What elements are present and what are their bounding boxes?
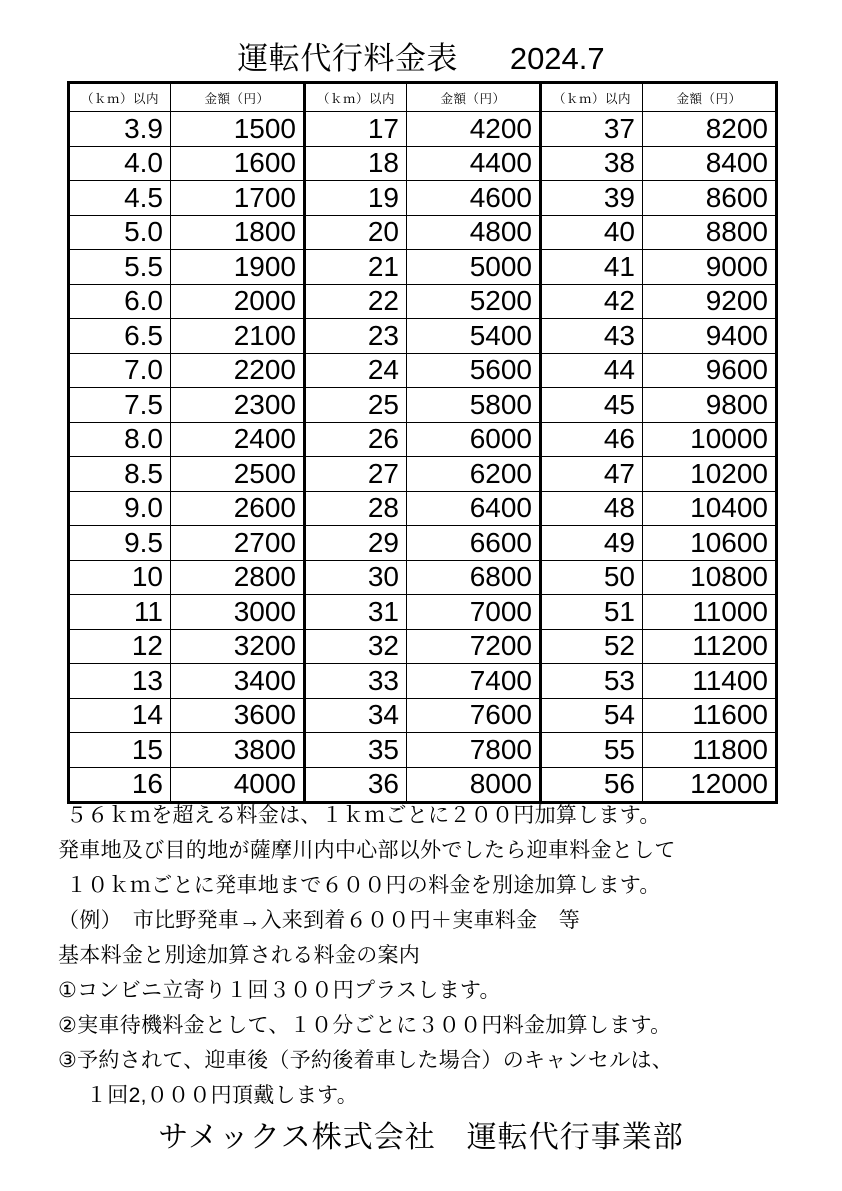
cell-km: 42 bbox=[541, 284, 643, 319]
cell-yen: 12000 bbox=[643, 767, 777, 803]
cell-yen: 7600 bbox=[407, 698, 541, 733]
cell-km: 36 bbox=[305, 767, 407, 803]
cell-yen: 3000 bbox=[171, 595, 305, 630]
note-line: １０ｋｍごとに発車地まで６００円の料金を別途加算します。 bbox=[66, 874, 661, 897]
cell-km: 33 bbox=[305, 664, 407, 699]
table-row bbox=[69, 215, 777, 250]
notes-section bbox=[58, 798, 818, 1113]
table-header bbox=[69, 83, 777, 112]
cell-km: 24 bbox=[305, 353, 407, 388]
cell-km: 30 bbox=[305, 560, 407, 595]
cell-km: 16 bbox=[69, 767, 171, 803]
table-row bbox=[69, 560, 777, 595]
cell-yen: 3400 bbox=[171, 664, 305, 699]
cell-km: 27 bbox=[305, 457, 407, 492]
cell-km: 31 bbox=[305, 595, 407, 630]
note-line: ５６ｋｍを超える料金は、１ｋｍごとに２００円加算します。 bbox=[66, 804, 661, 827]
cell-km: 26 bbox=[305, 422, 407, 457]
cell-km: 28 bbox=[305, 491, 407, 526]
cell-km: 4.5 bbox=[69, 181, 171, 216]
cell-yen: 11000 bbox=[643, 595, 777, 630]
company-name: サメックス株式会社 運転代行事業部 bbox=[158, 1121, 684, 1154]
cell-km: 17 bbox=[305, 112, 407, 147]
cell-yen: 11200 bbox=[643, 629, 777, 664]
cell-yen: 8400 bbox=[643, 146, 777, 181]
cell-km: 54 bbox=[541, 698, 643, 733]
cell-km: 23 bbox=[305, 319, 407, 354]
cell-yen: 1800 bbox=[171, 215, 305, 250]
cell-km: 21 bbox=[305, 250, 407, 285]
cell-km: 55 bbox=[541, 733, 643, 768]
cell-yen: 8200 bbox=[643, 112, 777, 147]
cell-km: 38 bbox=[541, 146, 643, 181]
header-km-1: （ｋｍ）以内 bbox=[69, 83, 171, 112]
cell-km: 47 bbox=[541, 457, 643, 492]
note-line: ③予約されて、迎車後（予約後着車した場合）のキャンセルは、 bbox=[58, 1049, 674, 1072]
cell-yen: 2600 bbox=[171, 491, 305, 526]
cell-yen: 10200 bbox=[643, 457, 777, 492]
cell-yen: 10600 bbox=[643, 526, 777, 561]
cell-yen: 11600 bbox=[643, 698, 777, 733]
cell-yen: 2400 bbox=[171, 422, 305, 457]
cell-km: 32 bbox=[305, 629, 407, 664]
cell-yen: 4600 bbox=[407, 181, 541, 216]
cell-km: 15 bbox=[69, 733, 171, 768]
cell-km: 53 bbox=[541, 664, 643, 699]
cell-yen: 8600 bbox=[643, 181, 777, 216]
cell-yen: 7400 bbox=[407, 664, 541, 699]
cell-km: 46 bbox=[541, 422, 643, 457]
cell-km: 3.9 bbox=[69, 112, 171, 147]
cell-km: 48 bbox=[541, 491, 643, 526]
cell-yen: 3600 bbox=[171, 698, 305, 733]
header-yen-2: 金額（円） bbox=[407, 83, 541, 112]
cell-km: 37 bbox=[541, 112, 643, 147]
cell-yen: 7200 bbox=[407, 629, 541, 664]
cell-km: 49 bbox=[541, 526, 643, 561]
table-row bbox=[69, 353, 777, 388]
note-line: ①コンビニ立寄り１回３００円プラスします。 bbox=[58, 979, 501, 1002]
table-row bbox=[69, 491, 777, 526]
cell-yen: 6600 bbox=[407, 526, 541, 561]
cell-km: 14 bbox=[69, 698, 171, 733]
note-line: ②実車待機料金として、１０分ごとに３００円料金加算します。 bbox=[58, 1014, 672, 1037]
cell-km: 20 bbox=[305, 215, 407, 250]
cell-yen: 1700 bbox=[171, 181, 305, 216]
cell-yen: 1900 bbox=[171, 250, 305, 285]
cell-km: 56 bbox=[541, 767, 643, 803]
cell-yen: 9200 bbox=[643, 284, 777, 319]
table-row bbox=[69, 698, 777, 733]
cell-km: 39 bbox=[541, 181, 643, 216]
cell-km: 45 bbox=[541, 388, 643, 423]
cell-yen: 6800 bbox=[407, 560, 541, 595]
cell-km: 52 bbox=[541, 629, 643, 664]
cell-yen: 2100 bbox=[171, 319, 305, 354]
cell-yen: 6000 bbox=[407, 422, 541, 457]
table-row bbox=[69, 319, 777, 354]
table-row bbox=[69, 629, 777, 664]
cell-yen: 6200 bbox=[407, 457, 541, 492]
header-yen-3: 金額（円） bbox=[643, 83, 777, 112]
cell-km: 19 bbox=[305, 181, 407, 216]
cell-yen: 11400 bbox=[643, 664, 777, 699]
cell-yen: 2200 bbox=[171, 353, 305, 388]
table-row bbox=[69, 250, 777, 285]
cell-yen: 10000 bbox=[643, 422, 777, 457]
cell-yen: 3800 bbox=[171, 733, 305, 768]
cell-km: 5.0 bbox=[69, 215, 171, 250]
cell-yen: 2700 bbox=[171, 526, 305, 561]
note-line: １回2,０００円頂戴します。 bbox=[86, 1084, 359, 1107]
header-yen-1: 金額（円） bbox=[171, 83, 305, 112]
table-row bbox=[69, 112, 777, 147]
cell-yen: 8000 bbox=[407, 767, 541, 803]
cell-yen: 4200 bbox=[407, 112, 541, 147]
cell-km: 9.5 bbox=[69, 526, 171, 561]
title-text: 運転代行料金表 bbox=[237, 41, 458, 76]
cell-yen: 4000 bbox=[171, 767, 305, 803]
cell-km: 41 bbox=[541, 250, 643, 285]
cell-km: 9.0 bbox=[69, 491, 171, 526]
cell-yen: 4400 bbox=[407, 146, 541, 181]
cell-km: 35 bbox=[305, 733, 407, 768]
table-row bbox=[69, 422, 777, 457]
table-row bbox=[69, 181, 777, 216]
cell-km: 6.5 bbox=[69, 319, 171, 354]
cell-km: 51 bbox=[541, 595, 643, 630]
fare-table bbox=[67, 81, 778, 804]
cell-km: 29 bbox=[305, 526, 407, 561]
cell-yen: 2500 bbox=[171, 457, 305, 492]
cell-km: 43 bbox=[541, 319, 643, 354]
cell-yen: 8800 bbox=[643, 215, 777, 250]
cell-km: 5.5 bbox=[69, 250, 171, 285]
cell-km: 40 bbox=[541, 215, 643, 250]
table-body bbox=[69, 112, 777, 803]
cell-yen: 1500 bbox=[171, 112, 305, 147]
cell-yen: 5200 bbox=[407, 284, 541, 319]
title-date: 2024.7 bbox=[509, 41, 605, 76]
table-row bbox=[69, 733, 777, 768]
cell-yen: 9400 bbox=[643, 319, 777, 354]
cell-yen: 10800 bbox=[643, 560, 777, 595]
company-footer bbox=[0, 1112, 842, 1156]
table-row bbox=[69, 457, 777, 492]
cell-km: 50 bbox=[541, 560, 643, 595]
table-row bbox=[69, 284, 777, 319]
cell-yen: 4800 bbox=[407, 215, 541, 250]
note-line: （例） 市比野発車→入来到着６００円＋実車料金 等 bbox=[58, 909, 580, 932]
cell-km: 6.0 bbox=[69, 284, 171, 319]
note-line: 基本料金と別途加算される料金の案内 bbox=[58, 944, 421, 967]
header-km-3: （ｋｍ）以内 bbox=[541, 83, 643, 112]
cell-km: 7.5 bbox=[69, 388, 171, 423]
cell-yen: 2000 bbox=[171, 284, 305, 319]
cell-yen: 9600 bbox=[643, 353, 777, 388]
page-title bbox=[0, 33, 842, 78]
cell-km: 44 bbox=[541, 353, 643, 388]
cell-km: 4.0 bbox=[69, 146, 171, 181]
cell-km: 10 bbox=[69, 560, 171, 595]
cell-yen: 7800 bbox=[407, 733, 541, 768]
cell-yen: 3200 bbox=[171, 629, 305, 664]
cell-yen: 7000 bbox=[407, 595, 541, 630]
cell-km: 13 bbox=[69, 664, 171, 699]
cell-yen: 9000 bbox=[643, 250, 777, 285]
cell-yen: 5000 bbox=[407, 250, 541, 285]
table-header-row bbox=[69, 83, 777, 112]
cell-yen: 2800 bbox=[171, 560, 305, 595]
table-row bbox=[69, 595, 777, 630]
cell-km: 22 bbox=[305, 284, 407, 319]
header-km-2: （ｋｍ）以内 bbox=[305, 83, 407, 112]
cell-km: 8.5 bbox=[69, 457, 171, 492]
table-row bbox=[69, 146, 777, 181]
cell-yen: 5400 bbox=[407, 319, 541, 354]
table-row bbox=[69, 388, 777, 423]
cell-yen: 2300 bbox=[171, 388, 305, 423]
cell-yen: 5800 bbox=[407, 388, 541, 423]
cell-km: 8.0 bbox=[69, 422, 171, 457]
cell-km: 34 bbox=[305, 698, 407, 733]
cell-km: 12 bbox=[69, 629, 171, 664]
cell-yen: 10400 bbox=[643, 491, 777, 526]
table-row bbox=[69, 664, 777, 699]
cell-yen: 1600 bbox=[171, 146, 305, 181]
note-line: 発車地及び目的地が薩摩川内中心部以外でしたら迎車料金として bbox=[58, 839, 676, 862]
cell-km: 11 bbox=[69, 595, 171, 630]
cell-yen: 9800 bbox=[643, 388, 777, 423]
cell-yen: 5600 bbox=[407, 353, 541, 388]
cell-km: 25 bbox=[305, 388, 407, 423]
cell-km: 18 bbox=[305, 146, 407, 181]
cell-km: 7.0 bbox=[69, 353, 171, 388]
table-row bbox=[69, 526, 777, 561]
cell-yen: 11800 bbox=[643, 733, 777, 768]
cell-yen: 6400 bbox=[407, 491, 541, 526]
